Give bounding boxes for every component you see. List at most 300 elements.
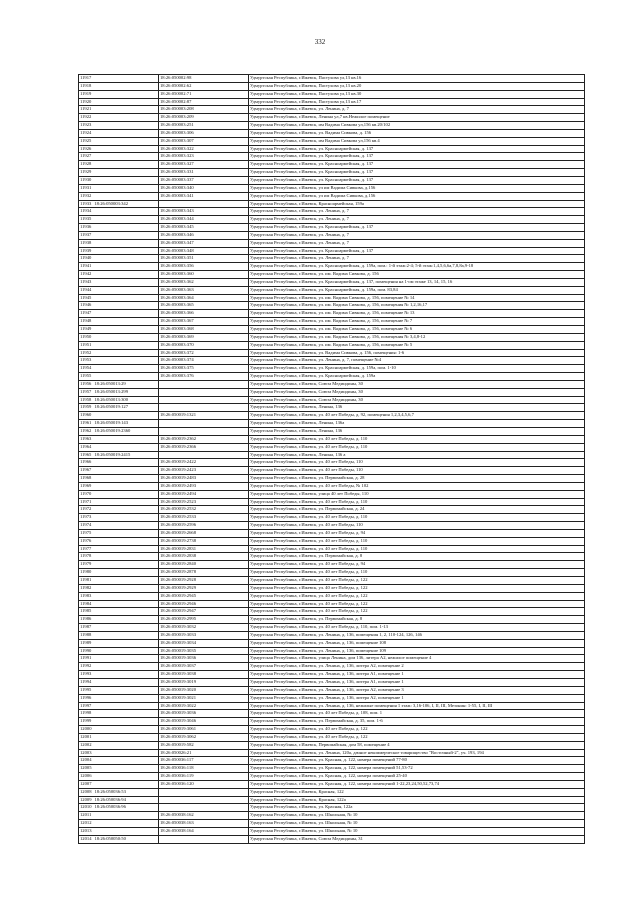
table-row <box>79 686 585 694</box>
table-row <box>79 380 585 388</box>
row-number: 11977 <box>80 545 92 551</box>
row-number-cell <box>79 412 159 420</box>
address-cell: Удмуртская Республика, г.Ижевск, ул. 40 лет Победы, № 102 <box>249 482 585 490</box>
row-number-cell <box>79 561 159 569</box>
row-number-cell <box>79 537 159 545</box>
row-number: 11993 <box>80 671 92 677</box>
cadastral-number-cell: 18:26:050019:2738 <box>159 537 249 545</box>
row-number-cell <box>79 482 159 490</box>
table-row <box>79 90 585 98</box>
row-number: 11953 <box>80 357 92 363</box>
row-number-cell <box>79 396 159 404</box>
address-cell: Удмуртская Республика, г.Ижевск, ул. им. Вадима Сивкова, д. 156, помещения № 3,4,8-12 <box>249 333 585 341</box>
row-number: 11959 <box>80 404 92 410</box>
row-number-cell <box>79 726 159 734</box>
cadastral-number-cell: 18:26:050019:2532 <box>159 506 249 514</box>
row-number: 11944 <box>80 286 92 292</box>
row-number-cell <box>79 733 159 741</box>
row-number: 11968 <box>80 475 92 481</box>
row-number-cell <box>79 216 159 224</box>
address-cell: Удмуртская Республика, г.Ижевск, ул. им. Вадима Сивкова, д. 156, помещения № 1,2,16,17 <box>249 302 585 310</box>
row-number: 12008 <box>80 788 92 794</box>
row-number-cell <box>79 451 159 459</box>
cadastral-number-cell: 18:26:050019:2838 <box>159 553 249 561</box>
cadastral-number-cell <box>159 788 249 796</box>
table-row <box>79 490 585 498</box>
cadastral-number-cell: 18:26:050026:21 <box>159 749 249 757</box>
table-row <box>79 710 585 718</box>
cadastral-number-cell: 18:26:050003:341 <box>159 192 249 200</box>
row-number-cell <box>79 153 159 161</box>
row-number: 11921 <box>80 106 92 112</box>
row-number-cell <box>79 522 159 530</box>
table-row <box>79 373 585 381</box>
cadastral-number-cell: 18:26:050019:2995 <box>159 616 249 624</box>
row-number-cell <box>79 404 159 412</box>
address-cell: Удмуртская Республика, г.Ижевск, ул. 40 лет Победы, д. 122 <box>249 600 585 608</box>
cadastral-number: 18:26:050013:29 <box>94 380 126 386</box>
cadastral-number-cell: 18:26:050038:164 <box>159 828 249 836</box>
row-number-cell <box>79 326 159 334</box>
row-number: 11985 <box>80 608 92 614</box>
table-row <box>79 475 585 483</box>
table-row <box>79 396 585 404</box>
table-row <box>79 718 585 726</box>
row-number: 11937 <box>80 231 92 237</box>
table-row <box>79 553 585 561</box>
cadastral-number-cell: 18:26:050003:322 <box>159 145 249 153</box>
row-number: 11987 <box>80 624 92 630</box>
cadastral-number-cell: 18:26:050003:375 <box>159 365 249 373</box>
address-cell: Удмуртская Республика, г.Ижевск, Союза Медиццины, 30 <box>249 380 585 388</box>
row-number: 11920 <box>80 98 92 104</box>
cadastral-number-cell: 18:26:050019:3036 <box>159 710 249 718</box>
row-number: 11958 <box>80 396 92 402</box>
row-number-cell <box>79 702 159 710</box>
row-number-cell <box>79 224 159 232</box>
cadastral-number-cell: 18:26:050019:2945 <box>159 592 249 600</box>
table-row <box>79 592 585 600</box>
row-number-cell <box>79 286 159 294</box>
row-number-cell <box>79 263 159 271</box>
row-number-cell <box>79 788 159 796</box>
table-row <box>79 114 585 122</box>
address-cell: Удмуртская Республика, г.Ижевск, улица 40 лет Победы, 110 <box>249 490 585 498</box>
address-cell: Удмуртская Республика, г.Ижевск, Красноармейская, 159а <box>249 200 585 208</box>
cadastral-number-cell: 18:26:050019:3021 <box>159 694 249 702</box>
row-number-cell <box>79 694 159 702</box>
row-number: 11964 <box>80 443 92 449</box>
row-number-cell <box>79 294 159 302</box>
address-cell: Удмуртская Республика, г.Ижевск, Ленина, 136 <box>249 427 585 435</box>
row-number: 11984 <box>80 600 92 606</box>
cadastral-number-cell: 18:26:050019:2422 <box>159 459 249 467</box>
row-number: 11988 <box>80 631 92 637</box>
address-cell: Удмуртская Республика, г.Ижевск, ул. Ленина, д. 136, литера А1, помещение 1 <box>249 671 585 679</box>
row-number: 11979 <box>80 561 92 567</box>
table-row <box>79 357 585 365</box>
table-row <box>79 169 585 177</box>
cadastral-number: 18:26:050036:96 <box>94 804 126 810</box>
address-cell: Удмуртская Республика, г.Ижевск, ул. Красноармейская, д. 137 <box>249 176 585 184</box>
address-cell: Удмуртская Республика, г.Ижевск, ул. 40 лет Победы, д. 110 <box>249 537 585 545</box>
row-number: 11976 <box>80 537 92 543</box>
cadastral-number-cell: 18:26:050003:340 <box>159 184 249 192</box>
cadastral-number-cell: 18:26:050019:2840 <box>159 561 249 569</box>
cadastral-number-cell: 18:26:050036:117 <box>159 757 249 765</box>
cadastral-number-cell: 18:26:050019:2928 <box>159 577 249 585</box>
address-cell: Удмуртская Республика, г.Ижевск, им Вадима Сивкова ул,156 кв.4 <box>249 137 585 145</box>
cadastral-number: 18:26:050019:143 <box>94 420 129 426</box>
cadastral-number: 18:26:050019:2360 <box>94 427 131 433</box>
row-number-cell <box>79 647 159 655</box>
cadastral-number-cell <box>159 200 249 208</box>
row-number: 11956 <box>80 380 92 386</box>
row-number: 11925 <box>80 137 92 143</box>
table-row <box>79 741 585 749</box>
address-cell: Удмуртская Республика, г.Ижевск, ул. Ленина, 120а, дачное некоммерческое товарищество "Восточный-2", уч. 193, 194 <box>249 749 585 757</box>
table-row <box>79 161 585 169</box>
address-cell: Удмуртская Республика, г.Ижевск, ул. Красная, д. 122, номера помещений 1-22,23,24,50,52,73,74 <box>249 780 585 788</box>
address-cell: Удмуртская Республика, г.Ижевск, улица Ленина, дом 136, литера А2, нежилое помещение 4 <box>249 655 585 663</box>
row-number: 11990 <box>80 647 92 653</box>
row-number-cell <box>79 357 159 365</box>
table-row <box>79 639 585 647</box>
row-number: 11969 <box>80 482 92 488</box>
table-row <box>79 663 585 671</box>
row-number: 11997 <box>80 702 92 708</box>
address-cell: Удмуртская Республика, г.Ижевск, ул. Красноармейская, д. 137 <box>249 247 585 255</box>
address-cell: Удмуртская Республика, г.Ижевск, Союза Медиццины, 30 <box>249 396 585 404</box>
cadastral-number-cell: 18:26:050003:323 <box>159 153 249 161</box>
row-number: 11975 <box>80 529 92 535</box>
cadastral-number-cell: 18:26:050003:374 <box>159 357 249 365</box>
address-cell: Удмуртская Республика, г.Ижевск, ул. 40 лет Победы, д. 108, пом. 1 <box>249 710 585 718</box>
address-cell: Удмуртская Республика, г.Ижевск, ул. Ленина, д. 136, литера А2, помещение 3 <box>249 686 585 694</box>
address-cell: Удмуртская Республика, г.Ижевск, ул. 40 лет Победы, д. 110 <box>249 514 585 522</box>
address-cell: Удмуртская Республика, г.Ижевск, Ленина, 136 а <box>249 451 585 459</box>
address-cell: Удмуртская Республика, г.Ижевск, ул им Вадима Сивкова, д.156 <box>249 184 585 192</box>
row-number-cell <box>79 796 159 804</box>
cadastral-number-cell: 18:26:050003:208 <box>159 106 249 114</box>
row-number-cell <box>79 247 159 255</box>
cadastral-number-cell: 18:26:050019:2929 <box>159 584 249 592</box>
table-row <box>79 137 585 145</box>
row-number-cell <box>79 435 159 443</box>
row-number-cell <box>79 577 159 585</box>
row-number: 11955 <box>80 373 92 379</box>
cadastral-number-cell: 18:26:050019:2362 <box>159 435 249 443</box>
cadastral-number-cell: 18:26:050003:346 <box>159 231 249 239</box>
row-number-cell <box>79 718 159 726</box>
cadastral-number: 18:26:050036:94 <box>94 796 126 802</box>
row-number: 11917 <box>80 75 92 80</box>
row-number: 11963 <box>80 435 92 441</box>
cadastral-number-cell: 18:26:050019:2523 <box>159 498 249 506</box>
address-cell: Удмуртская Республика, г.Ижевск, ул. Ленина, д. 7 <box>249 239 585 247</box>
row-number-cell <box>79 200 159 208</box>
cadastral-number-cell <box>159 451 249 459</box>
row-number-cell <box>79 137 159 145</box>
table-row <box>79 835 585 843</box>
table-row <box>79 482 585 490</box>
cadastral-number-cell: 18:26:050036:118 <box>159 765 249 773</box>
table-row <box>79 145 585 153</box>
address-cell: Удмуртская Республика, г.Ижевск, ул. Красноармейская, д. 137 <box>249 161 585 169</box>
row-number: 12006 <box>80 773 92 779</box>
cadastral-number-cell: 18:26:050019:3022 <box>159 702 249 710</box>
cadastral-number-cell: 18:26:050003:367 <box>159 318 249 326</box>
row-number-cell <box>79 686 159 694</box>
address-cell: Удмуртская Республика, г.Ижевск, ул. 40 лет Победы, д. 110, пом. 1-13 <box>249 624 585 632</box>
row-number-cell <box>79 773 159 781</box>
row-number: 12011 <box>80 812 92 818</box>
cadastral-number-cell: 18:26:050019:2947 <box>159 608 249 616</box>
row-number: 11995 <box>80 686 92 692</box>
row-number: 11922 <box>80 114 92 120</box>
cadastral-number-cell <box>159 396 249 404</box>
table-row <box>79 404 585 412</box>
row-number-cell <box>79 388 159 396</box>
row-number: 11931 <box>80 184 92 190</box>
row-number-cell <box>79 98 159 106</box>
row-number: 11942 <box>80 271 92 277</box>
cadastral-number-cell <box>159 388 249 396</box>
row-number-cell <box>79 467 159 475</box>
table-row <box>79 506 585 514</box>
address-cell: Удмуртская Республика, г.Ижевск, ул. Вадима Сивкова, д. 156 <box>249 129 585 137</box>
table-row <box>79 694 585 702</box>
row-number-cell <box>79 373 159 381</box>
row-number: 11981 <box>80 577 92 582</box>
row-number-cell <box>79 231 159 239</box>
cadastral-number-cell: 18:26:050002:87 <box>159 98 249 106</box>
address-cell: Удмуртская Республика, г.Ижевск, Ленина ул,7 кв.Нежилое помещение <box>249 114 585 122</box>
address-cell: Удмуртская Республика, г.Ижевск, ул. им. Вадима Сивкова, д. 156, помещение № 6 <box>249 326 585 334</box>
cadastral-number-cell: 18:26:050019:2831 <box>159 545 249 553</box>
address-cell: Удмуртская Республика, г.Ижевск, ул. им. Вадима Сивкова, д. 156, помещение № 7 <box>249 318 585 326</box>
address-cell: Удмуртская Республика, г.Ижевск, ул. Красноармейская, д. 159а <box>249 373 585 381</box>
table-row <box>79 773 585 781</box>
page-number: 332 <box>314 38 326 46</box>
table-row <box>79 192 585 200</box>
cadastral-number-cell <box>159 420 249 428</box>
address-cell: Удмуртская Республика, г.Ижевск, ул. 40 лет Победы, д. 122 <box>249 584 585 592</box>
address-cell: Удмуртская Республика, г.Ижевск, ул. Ленина, д. 136, помещение 108 <box>249 639 585 647</box>
table-row <box>79 263 585 271</box>
row-number-cell <box>79 616 159 624</box>
row-number-cell <box>79 765 159 773</box>
cadastral-number-cell: 18:26:050003:362 <box>159 278 249 286</box>
table-row <box>79 106 585 114</box>
row-number: 11973 <box>80 514 92 520</box>
address-cell: Удмуртская Республика, г.Ижевск, ул. 40 лет Победы, д. 110 <box>249 569 585 577</box>
address-cell: Удмуртская Республика, г.Ижевск, ул. Ленина, д. 136, литера А2, помещение 1 <box>249 694 585 702</box>
cadastral-number: 18:26:050019:2415 <box>94 451 131 457</box>
table-body <box>79 75 585 844</box>
row-number-cell <box>79 671 159 679</box>
address-cell: Удмуртская Республика, г.Ижевск, ул. Красноармейская, д. 137 <box>249 153 585 161</box>
cadastral-number-cell: 18:26:050003:345 <box>159 224 249 232</box>
row-number-cell <box>79 639 159 647</box>
address-cell: Удмуртская Республика, г.Ижевск, ул. им. Вадима Сивкова, д. 156 <box>249 271 585 279</box>
table-row <box>79 129 585 137</box>
cadastral-number-cell: 18:26:050019:3034 <box>159 639 249 647</box>
cadastral-number-cell: 18:26:050003:307 <box>159 137 249 145</box>
table-row <box>79 326 585 334</box>
row-number: 11960 <box>80 412 92 418</box>
row-number: 11970 <box>80 490 92 496</box>
row-number-cell <box>79 349 159 357</box>
row-number-cell <box>79 749 159 757</box>
table-row <box>79 467 585 475</box>
row-number-cell <box>79 129 159 137</box>
table-row <box>79 75 585 83</box>
address-cell: Удмуртская Республика, г.Ижевск, ул. Ленина, д. 136, помещение 109 <box>249 647 585 655</box>
address-cell: Удмуртская Республика, г.Ижевск, ул. Школьная, № 10 <box>249 820 585 828</box>
address-cell: Удмуртская Республика, г.Ижевск, ул. 40 лет Победы, д. 110 <box>249 545 585 553</box>
cadastral-number-cell: 18:26:050003:331 <box>159 169 249 177</box>
cadastral-number-cell: 18:26:050003:351 <box>159 255 249 263</box>
row-number: 12004 <box>80 757 92 763</box>
row-number: 12014 <box>80 835 92 841</box>
row-number-cell <box>79 584 159 592</box>
row-number: 11933 <box>80 200 92 206</box>
address-cell: Удмуртская Республика, г.Ижевск, ул. 40 лет Победы, д. 122 <box>249 733 585 741</box>
row-number-cell <box>79 82 159 90</box>
row-number: 11948 <box>80 318 92 324</box>
row-number-cell <box>79 459 159 467</box>
row-number-cell <box>79 804 159 812</box>
row-number: 11930 <box>80 176 92 182</box>
address-cell: Удмуртская Республика, г.Ижевск, ул. Красноармейская, д. 159а, пом. 1-10 <box>249 365 585 373</box>
cadastral-number-cell: 18:26:050019:3046 <box>159 718 249 726</box>
row-number-cell <box>79 122 159 130</box>
row-number-cell <box>79 592 159 600</box>
row-number: 11950 <box>80 333 92 339</box>
cadastral-number: 18:26:050050:50 <box>94 835 126 841</box>
table-row <box>79 726 585 734</box>
cadastral-number-cell: 18:26:050003:356 <box>159 263 249 271</box>
cadastral-number-cell: 18:26:050003:369 <box>159 333 249 341</box>
row-number-cell <box>79 365 159 373</box>
address-cell: Удмуртская Республика, г.Ижевск, ул. 40 лет Победы, д. 92, помещения 1,2,3,4,5,6,7 <box>249 412 585 420</box>
table-row <box>79 780 585 788</box>
row-number-cell <box>79 75 159 83</box>
address-cell: Удмуртская Республика, г.Ижевск, ул. 40 лет Победы, 110 <box>249 459 585 467</box>
row-number: 11966 <box>80 459 92 465</box>
row-number: 11986 <box>80 616 92 622</box>
cadastral-number-cell: 18:26:050019:2946 <box>159 600 249 608</box>
row-number: 11962 <box>80 427 92 433</box>
row-number: 11994 <box>80 678 92 684</box>
address-cell: Удмуртская Республика, г.Ижевск, Союза Медиццины, 31 <box>249 835 585 843</box>
row-number: 12007 <box>80 780 92 786</box>
table-row <box>79 569 585 577</box>
row-number-cell <box>79 420 159 428</box>
address-cell: Удмуртская Республика, г.Ижевск, ул. Ленина, д. 7 <box>249 255 585 263</box>
row-number-cell <box>79 184 159 192</box>
address-cell: Удмуртская Республика, г.Ижевск, ул. Первомайская, д. 35, пом. 1-6 <box>249 718 585 726</box>
row-number-cell <box>79 239 159 247</box>
row-number-cell <box>79 498 159 506</box>
address-cell: Удмуртская Республика, г.Ижевск, Пастухова ул,13 кв.20 <box>249 82 585 90</box>
table-row <box>79 286 585 294</box>
cadastral-number-cell: 18:26:050002:98 <box>159 75 249 83</box>
table-row <box>79 545 585 553</box>
row-number: 11998 <box>80 710 92 716</box>
cadastral-number-cell: 18:26:050003:366 <box>159 310 249 318</box>
row-number-cell <box>79 310 159 318</box>
row-number: 11936 <box>80 224 92 230</box>
table-row <box>79 82 585 90</box>
cadastral-number-cell: 18:26:050003:337 <box>159 176 249 184</box>
row-number: 11972 <box>80 506 92 512</box>
row-number: 11999 <box>80 718 92 724</box>
table-row <box>79 153 585 161</box>
table-row <box>79 255 585 263</box>
row-number-cell <box>79 90 159 98</box>
row-number: 11929 <box>80 169 92 175</box>
cadastral-number-cell: 18:26:050003:251 <box>159 122 249 130</box>
row-number: 12003 <box>80 749 92 755</box>
row-number: 11991 <box>80 655 92 661</box>
cadastral-number-cell: 18:26:050019:3061 <box>159 726 249 734</box>
cadastral-number-cell: 18:26:050019:3038 <box>159 671 249 679</box>
row-number: 11989 <box>80 639 92 645</box>
row-number: 11924 <box>80 129 92 135</box>
address-cell: Удмуртская Республика, г.Ижевск, ул. 40 лет Победы, д. 110 <box>249 498 585 506</box>
cadastral-number-cell: 18:26:050019:3032 <box>159 624 249 632</box>
cadastral-number-cell: 18:26:050019:3020 <box>159 686 249 694</box>
row-number: 11927 <box>80 153 92 159</box>
cadastral-number-cell: 18:26:050019:1321 <box>159 412 249 420</box>
address-cell: Удмуртская Республика, г.Ижевск, ул. Школьная, № 10 <box>249 828 585 836</box>
table-row <box>79 302 585 310</box>
table-row <box>79 239 585 247</box>
row-number: 11938 <box>80 239 92 245</box>
table-row <box>79 631 585 639</box>
row-number-cell <box>79 443 159 451</box>
address-cell: Удмуртская Республика, г.Ижевск, ул им Вадима Сивкова, д.156 <box>249 192 585 200</box>
cadastral-number-cell: 18:26:050019:3036 <box>159 655 249 663</box>
address-cell: Удмуртская Республика, г.Ижевск, Ленина, 136 <box>249 404 585 412</box>
row-number-cell <box>79 569 159 577</box>
row-number: 11965 <box>80 451 92 457</box>
table-row <box>79 678 585 686</box>
row-number: 12002 <box>80 741 92 747</box>
table-row <box>79 176 585 184</box>
table-row <box>79 365 585 373</box>
table-row <box>79 427 585 435</box>
table-row <box>79 796 585 804</box>
row-number-cell <box>79 161 159 169</box>
row-number: 11947 <box>80 310 92 316</box>
row-number-cell <box>79 506 159 514</box>
row-number-cell <box>79 380 159 388</box>
row-number: 12001 <box>80 733 92 739</box>
cadastral-number-cell: 18:26:050019:2533 <box>159 514 249 522</box>
address-cell: Удмуртская Республика, г.Ижевск, ул. Ленина, д. 7, помещение №4 <box>249 357 585 365</box>
row-number: 11943 <box>80 278 92 284</box>
row-number: 11939 <box>80 247 92 253</box>
table-row <box>79 200 585 208</box>
cadastral-number-cell: 18:26:050003:370 <box>159 341 249 349</box>
table-row <box>79 231 585 239</box>
cadastral-number-cell <box>159 796 249 804</box>
row-number-cell <box>79 333 159 341</box>
table-row <box>79 608 585 616</box>
